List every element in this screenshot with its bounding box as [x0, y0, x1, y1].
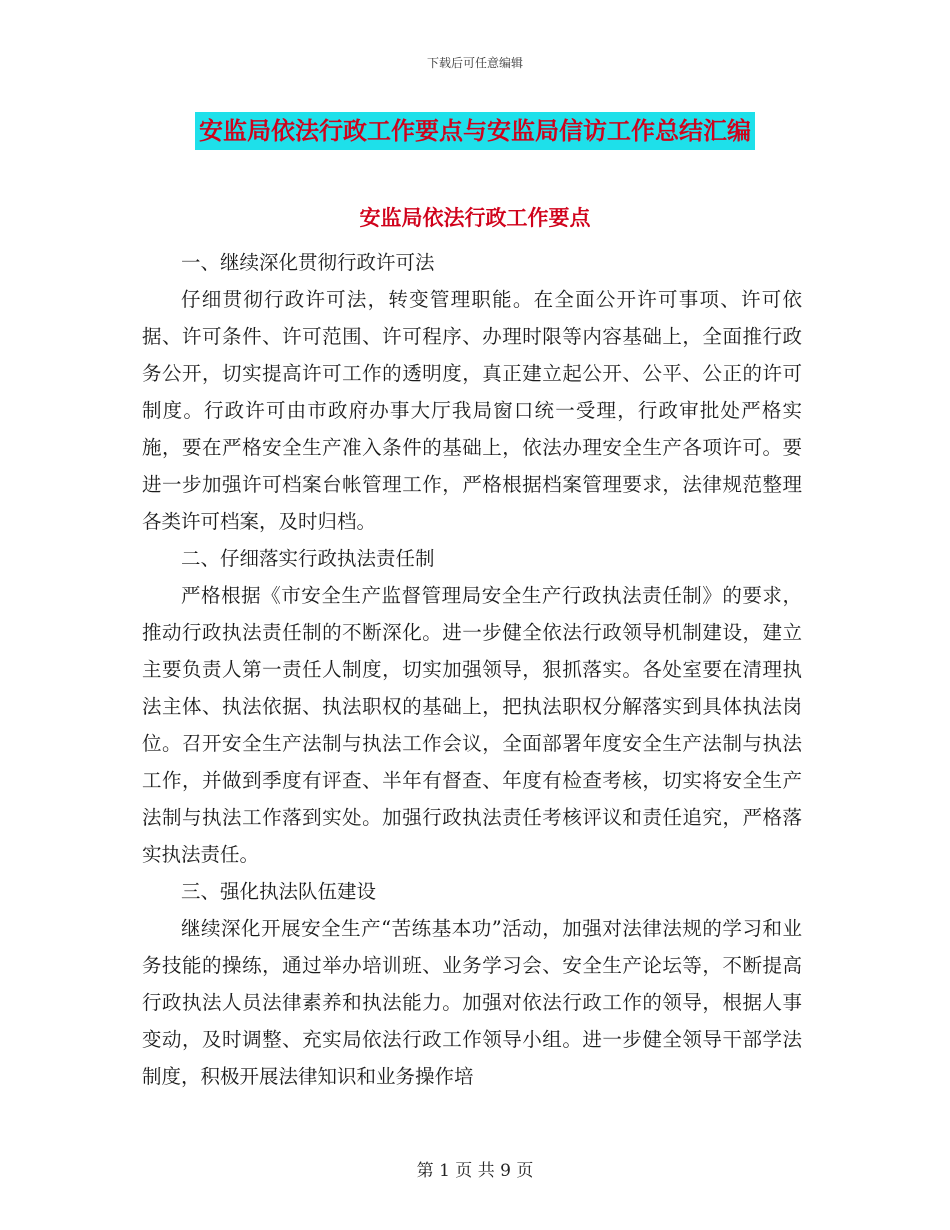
sub-title: 安监局依法行政工作要点: [359, 206, 591, 230]
main-title: 安监局依法行政工作要点与安监局信访工作总结汇编: [195, 112, 755, 150]
paragraph-2: 严格根据《市安全生产监督管理局安全生产行政执法责任制》的要求，推动行政执法责任制的不断深化。进一步健全依法行政领导机制建设，建立主要负责人第一责任人制度，切实加强领导，狠抓落实。各处室要在清理执法主体、执法依据、执法职权的基础上，把执法职权分解落实到具体执法岗位。召开安全生产法制与执法工作会议，全面部署年度安全生产法制与执法工作，并做到季度有评查、半年有督查、年度有检查考核，切实将安全生产法制与执法工作落到实处。加强行政执法责任考核评议和责任追究，严格落实执法责任。: [142, 584, 802, 866]
paragraph-3: 继续深化开展安全生产“苦练基本功”活动，加强对法律法规的学习和业务技能的操练，通过举办培训班、业务学习会、安全生产论坛等，不断提高行政执法人员法律素养和执法能力。加强对依法行政工作的领导，根据人事变动，及时调整、充实局依法行政工作领导小组。进一步健全领导干部学法制度，积极开展法律知识和业务操作培: [142, 917, 802, 1088]
paragraph-1: 仔细贯彻行政许可法，转变管理职能。在全面公开许可事项、许可依据、许可条件、许可范围、许可程序、办理时限等内容基础上，全面推行政务公开，切实提高许可工作的透明度，真正建立起公开、公平、公正的许可制度。行政许可由市政府办事大厅我局窗口统一受理，行政审批处严格实施，要在严格安全生产准入条件的基础上，依法办理安全生产各项许可。要进一步加强许可档案台帐管理工作，严格根据档案管理要求，法律规范整理各类许可档案，及时归档。: [142, 288, 802, 533]
header-note: 下载后可任意编辑: [426, 56, 523, 70]
main-title-wrap: [0, 112, 950, 150]
page-footer: 第 1 页 共 9 页: [416, 1161, 534, 1181]
section-heading-1: 一、继续深化贯彻行政许可法: [181, 251, 435, 274]
section-heading-3: 三、强化执法队伍建设: [181, 880, 377, 903]
document-body: [142, 244, 802, 1095]
section-heading-2: 二、仔细落实行政执法责任制: [181, 547, 435, 570]
